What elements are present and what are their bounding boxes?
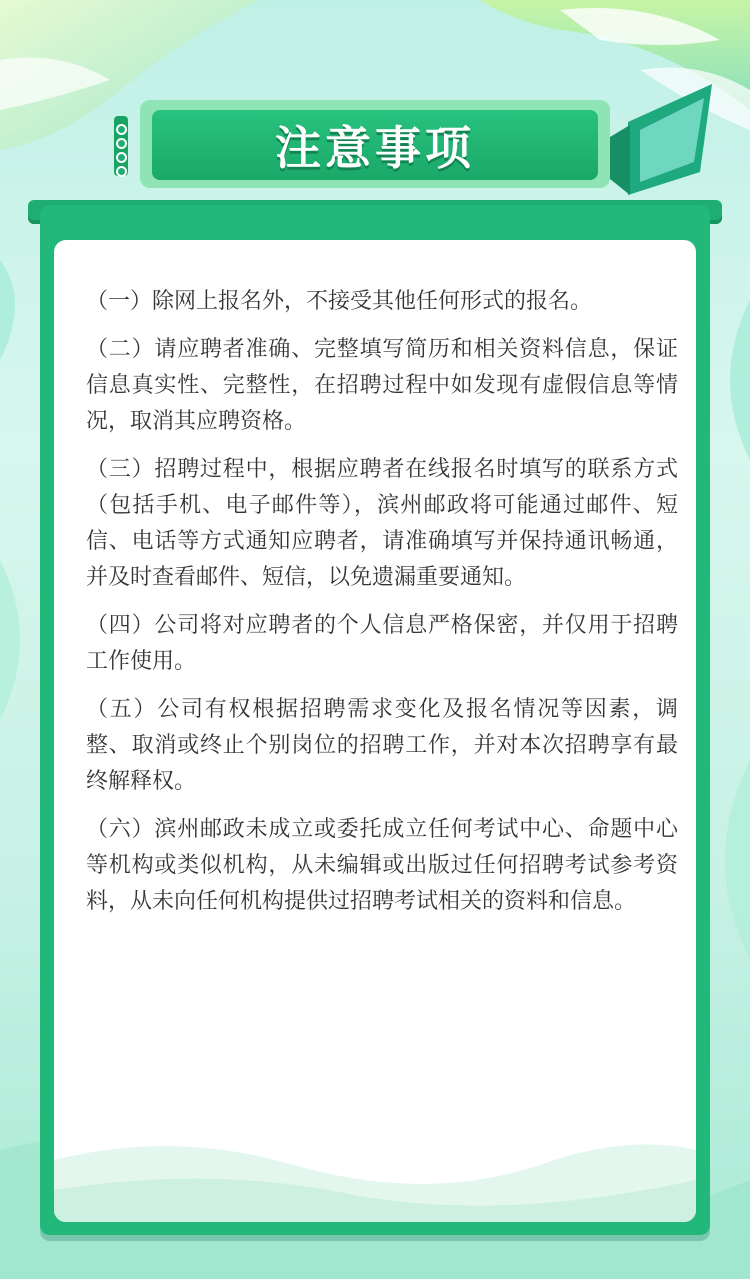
notice-item-6: （六）滨州邮政未成立或委托成立任何考试中心、命题中心等机构或类似机构，从未编辑或出版过任何招聘考试参考资料，从未向任何机构提供过招聘考试相关的资料和信息。 bbox=[86, 817, 678, 914]
notice-item-1: （一）除网上报名外，不接受其他任何形式的报名。 bbox=[86, 289, 593, 314]
bottom-wave-decoration bbox=[54, 1110, 696, 1222]
dot bbox=[116, 124, 127, 135]
notice-list bbox=[86, 284, 678, 932]
notice-item-5: （五）公司有权根据招聘需求变化及报名情况等因素，调整、取消或终止个别岗位的招聘工作，并对本次招聘享有最终解释权。 bbox=[86, 697, 678, 794]
notice-item-2: （二）请应聘者准确、完整填写简历和相关资料信息，保证信息真实性、完整性，在招聘过程中如发现有虚假信息等情况，取消其应聘资格。 bbox=[86, 337, 678, 434]
dot bbox=[116, 138, 127, 149]
notice-item-4: （四）公司将对应聘者的个人信息严格保密，并仅用于招聘工作使用。 bbox=[86, 613, 678, 674]
title-banner bbox=[152, 110, 598, 180]
notice-item-3: （三）招聘过程中，根据应聘者在线报名时填写的联系方式（包括手机、电子邮件等），滨州邮政将可能通过邮件、短信、电话等方式通知应聘者，请准确填写并保持通讯畅通，并及时查看邮件、短信，以免遗漏重要通知。 bbox=[86, 457, 678, 590]
title-dots-decoration bbox=[116, 124, 126, 180]
dot bbox=[116, 166, 127, 177]
dot bbox=[116, 152, 127, 163]
page-title: 注意事项 bbox=[275, 121, 475, 175]
